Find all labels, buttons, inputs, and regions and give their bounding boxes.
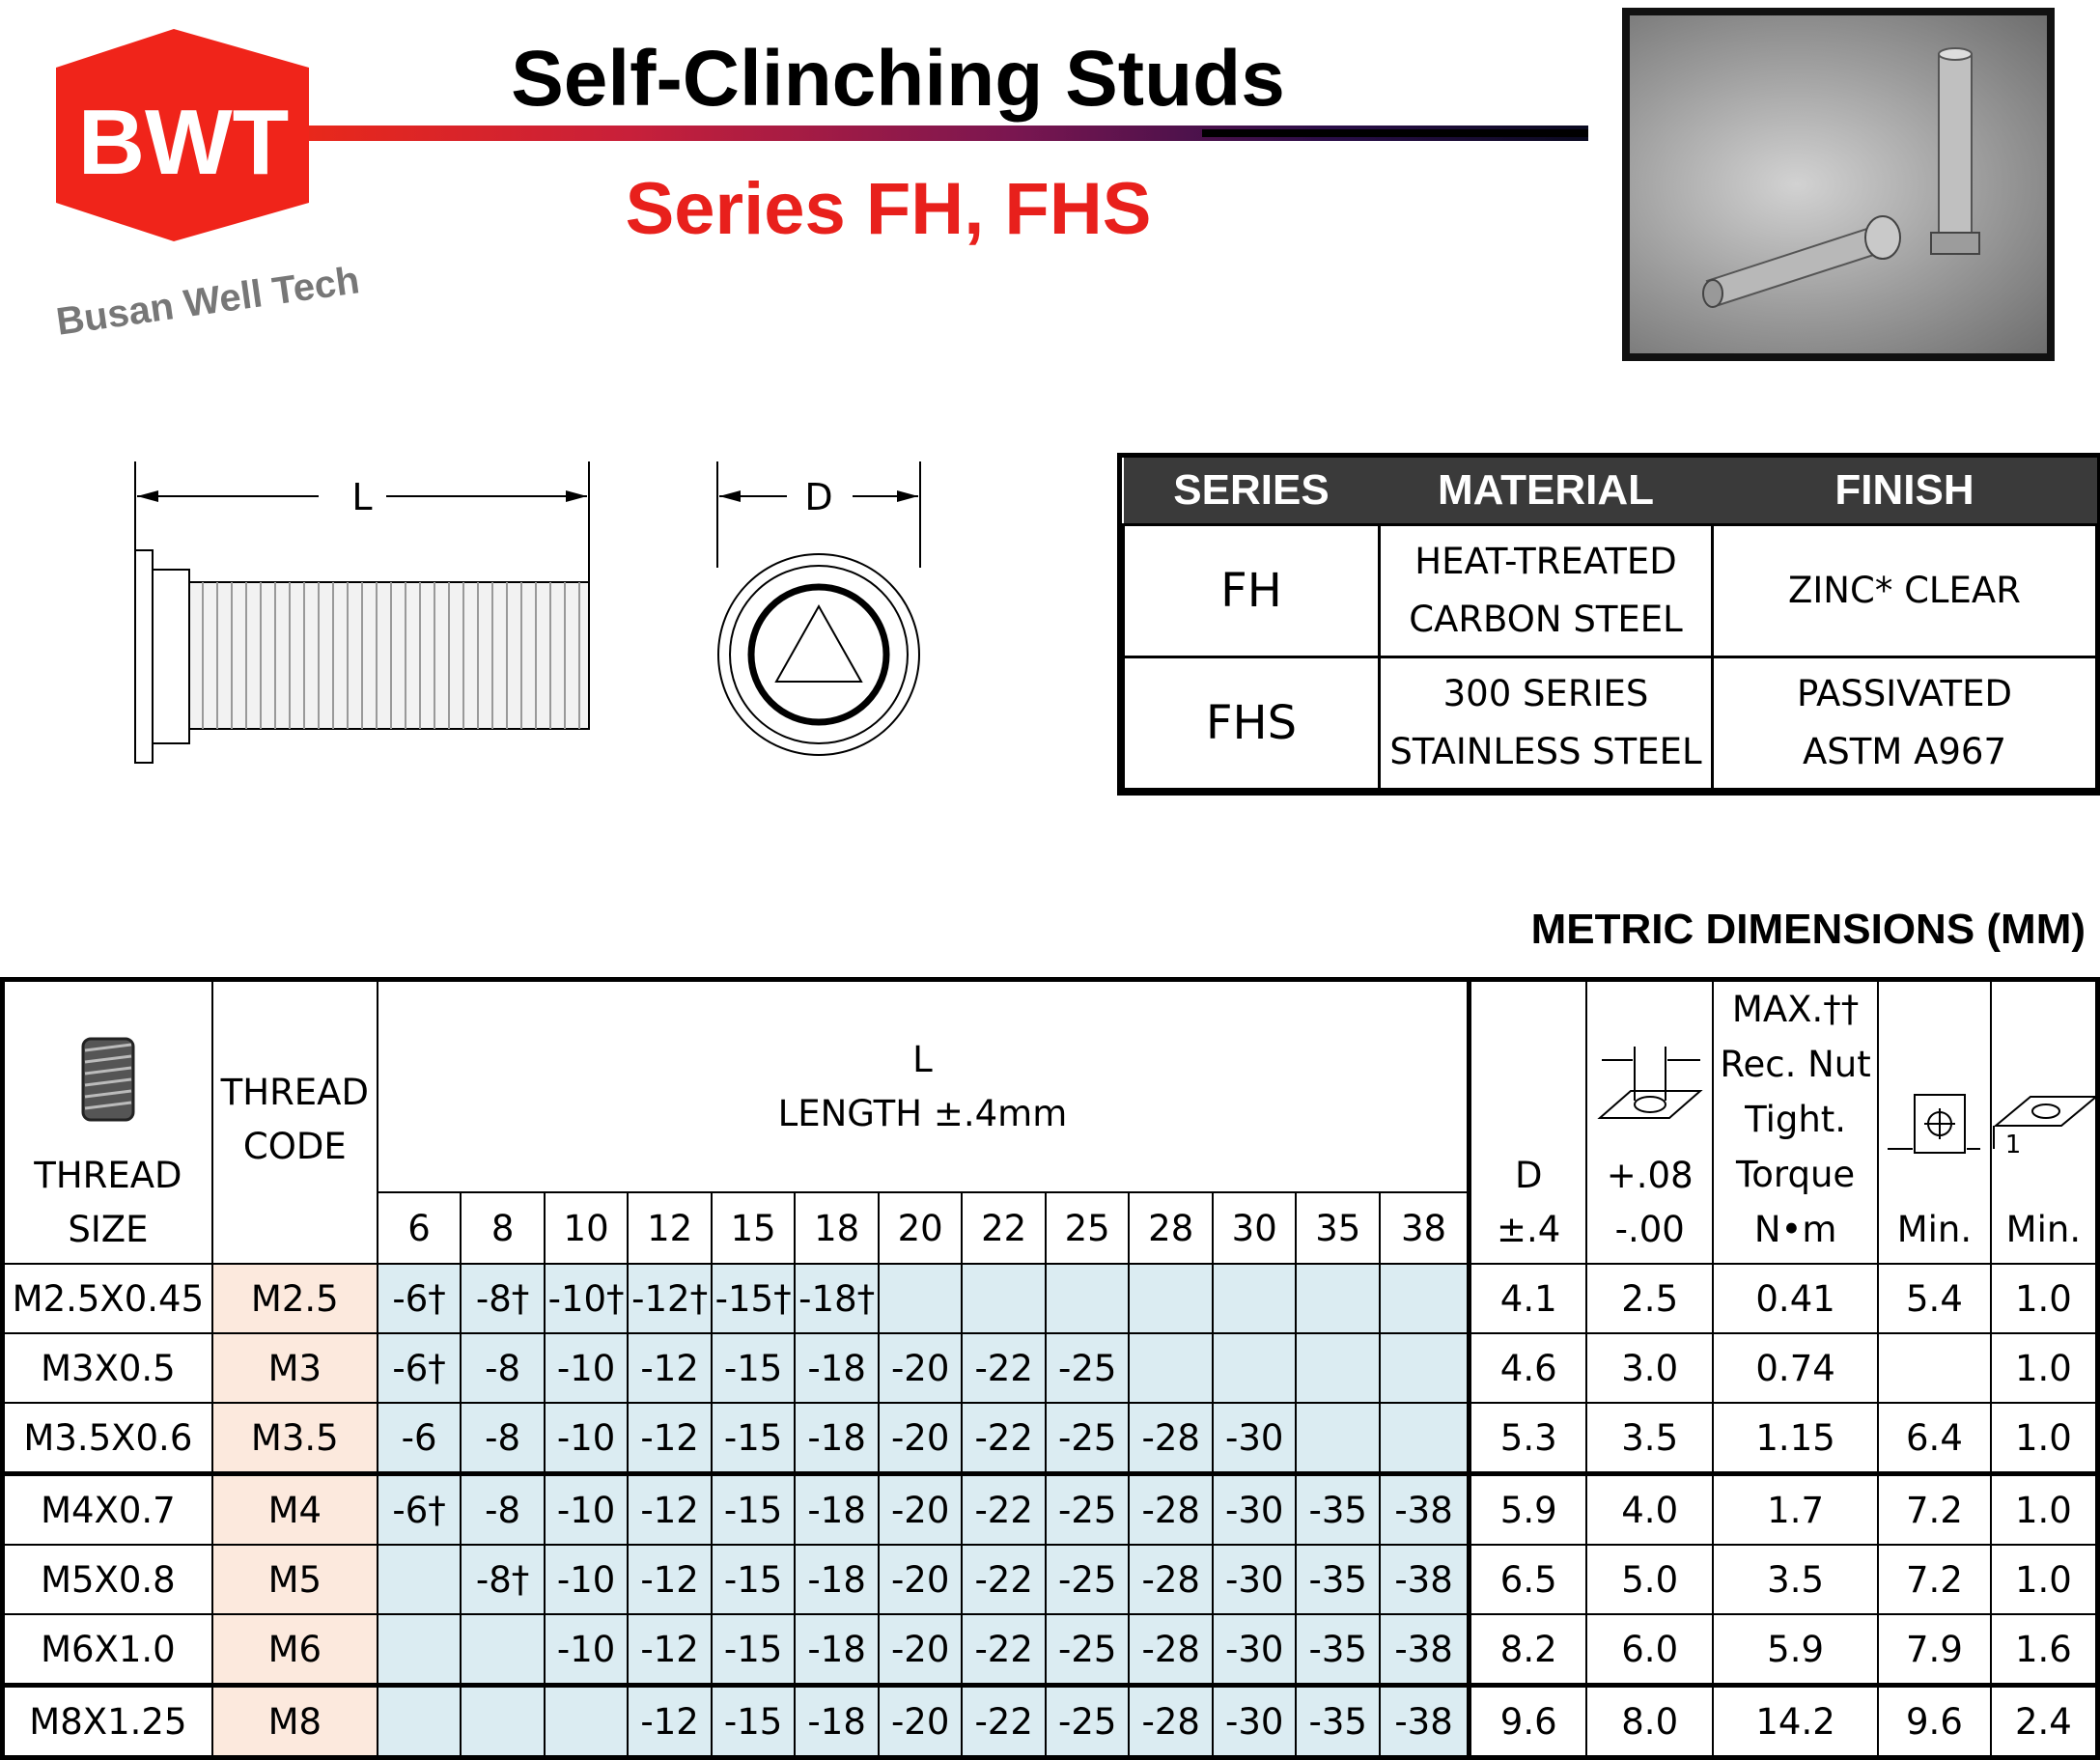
header-thread-size: THREAD SIZE — [3, 980, 212, 1265]
length-header: 25 — [1046, 1192, 1130, 1264]
mounting-hole-icon — [1592, 1041, 1708, 1130]
length-cell: -15 — [712, 1686, 796, 1758]
length-cell: -20 — [879, 1614, 963, 1686]
length-header: 35 — [1296, 1192, 1380, 1264]
length-cell — [1129, 1333, 1213, 1403]
min-centerline-cell: 6.4 — [1878, 1403, 1991, 1474]
length-header: 28 — [1129, 1192, 1213, 1264]
hole-cell: 2.5 — [1586, 1264, 1713, 1333]
d-cell: 5.3 — [1470, 1403, 1587, 1474]
length-cell — [378, 1545, 462, 1614]
length-cell: -6† — [378, 1264, 462, 1333]
length-cell: -12 — [628, 1403, 712, 1474]
thread-size-cell: M2.5X0.45 — [3, 1264, 212, 1333]
logo-company-name: Busan Well Tech — [53, 259, 362, 344]
thread-code-cell: M3 — [212, 1333, 378, 1403]
length-cell — [461, 1686, 545, 1758]
length-dimension-label: L — [351, 476, 373, 518]
thread-size-cell: M8X1.25 — [3, 1686, 212, 1758]
length-cell — [1046, 1264, 1130, 1333]
finish-cell: PASSIVATED ASTM A967 — [1713, 657, 2097, 790]
length-cell: -35 — [1296, 1686, 1380, 1758]
length-cell — [962, 1264, 1046, 1333]
length-cell: -28 — [1129, 1403, 1213, 1474]
length-cell: -12 — [628, 1545, 712, 1614]
length-cell: -25 — [1046, 1545, 1130, 1614]
length-cell — [1296, 1403, 1380, 1474]
d-cell: 6.5 — [1470, 1545, 1587, 1614]
length-cell: -10 — [545, 1403, 629, 1474]
thread-size-cell: M6X1.0 — [3, 1614, 212, 1686]
table-row — [3, 1264, 2098, 1333]
length-cell: -35 — [1296, 1474, 1380, 1546]
length-cell — [1213, 1333, 1297, 1403]
hole-cell: 4.0 — [1586, 1474, 1713, 1546]
thread-code-cell: M6 — [212, 1614, 378, 1686]
length-header: 10 — [545, 1192, 629, 1264]
length-cell: -25 — [1046, 1686, 1130, 1758]
length-cell — [1296, 1264, 1380, 1333]
length-cell: -30 — [1213, 1545, 1297, 1614]
header-length: L LENGTH ±.4mm — [378, 980, 1470, 1193]
length-cell: -18 — [795, 1614, 879, 1686]
hole-cell: 8.0 — [1586, 1686, 1713, 1758]
length-cell: -12 — [628, 1686, 712, 1758]
diameter-dimension-label: D — [804, 476, 833, 518]
product-photo — [1622, 8, 2055, 361]
length-cell: -15 — [712, 1545, 796, 1614]
d-cell: 5.9 — [1470, 1474, 1587, 1546]
table-row — [3, 1333, 2098, 1403]
length-cell: -22 — [962, 1686, 1046, 1758]
table-row — [3, 1545, 2098, 1614]
length-cell: -22 — [962, 1545, 1046, 1614]
hole-cell: 3.5 — [1586, 1403, 1713, 1474]
stud-side-drawing — [126, 461, 599, 770]
length-cell — [1380, 1333, 1470, 1403]
length-cell: -15 — [712, 1403, 796, 1474]
header-mounting-hole: +.08 -.00 — [1586, 980, 1713, 1265]
d-cell: 9.6 — [1470, 1686, 1587, 1758]
length-cell: -30 — [1213, 1474, 1297, 1546]
length-cell: -12 — [628, 1474, 712, 1546]
length-cell: -6† — [378, 1333, 462, 1403]
length-cell: -10 — [545, 1545, 629, 1614]
length-cell: -35 — [1296, 1614, 1380, 1686]
length-cell: -22 — [962, 1333, 1046, 1403]
finish-cell: ZINC* CLEAR — [1713, 525, 2097, 657]
table-row — [3, 1474, 2098, 1546]
thread-code-cell: M5 — [212, 1545, 378, 1614]
length-cell — [378, 1614, 462, 1686]
min-sheet-cell: 2.4 — [1991, 1686, 2098, 1758]
length-cell: -30 — [1213, 1614, 1297, 1686]
material-cell: HEAT-TREATED CARBON STEEL — [1380, 525, 1713, 657]
length-cell — [1380, 1403, 1470, 1474]
length-cell — [1380, 1264, 1470, 1333]
length-cell: -25 — [1046, 1614, 1130, 1686]
length-cell: -22 — [962, 1474, 1046, 1546]
table-row — [3, 1403, 2098, 1474]
length-cell: -6 — [378, 1403, 462, 1474]
length-cell: -8† — [461, 1264, 545, 1333]
torque-cell: 1.15 — [1713, 1403, 1878, 1474]
hole-cell: 6.0 — [1586, 1614, 1713, 1686]
length-header: 12 — [628, 1192, 712, 1264]
min-centerline-cell: 5.4 — [1878, 1264, 1991, 1333]
length-cell: -38 — [1380, 1686, 1470, 1758]
torque-cell: 0.41 — [1713, 1264, 1878, 1333]
title-underline-dark — [1202, 129, 1588, 137]
header-series: SERIES — [1124, 458, 1380, 525]
length-cell — [1213, 1264, 1297, 1333]
length-cell: -20 — [879, 1686, 963, 1758]
min-sheet-cell: 1.0 — [1991, 1264, 2098, 1333]
length-cell: -22 — [962, 1403, 1046, 1474]
torque-cell: 14.2 — [1713, 1686, 1878, 1758]
length-cell — [461, 1614, 545, 1686]
hole-cell: 5.0 — [1586, 1545, 1713, 1614]
length-cell: -6† — [378, 1474, 462, 1546]
thread-size-cell: M3X0.5 — [3, 1333, 212, 1403]
length-cell: -22 — [962, 1614, 1046, 1686]
length-cell: -18 — [795, 1545, 879, 1614]
series-cell: FHS — [1124, 657, 1380, 790]
thread-icon — [79, 1035, 137, 1124]
sheet-thickness-icon-wrap — [1992, 1068, 2095, 1164]
thread-size-cell: M5X0.8 — [3, 1545, 212, 1614]
min-centerline-cell: 7.9 — [1878, 1614, 1991, 1686]
table-row — [3, 1686, 2098, 1758]
min-centerline-cell — [1878, 1333, 1991, 1403]
header-torque: MAX.†† Rec. Nut Tight. Torque N•m — [1713, 980, 1878, 1265]
length-cell: -15† — [712, 1264, 796, 1333]
length-cell: -25 — [1046, 1474, 1130, 1546]
hole-cell: 3.0 — [1586, 1333, 1713, 1403]
d-cell: 4.1 — [1470, 1264, 1587, 1333]
thread-code-cell: M8 — [212, 1686, 378, 1758]
material-finish-table — [1117, 453, 2100, 796]
length-cell: -38 — [1380, 1614, 1470, 1686]
stud-end-view-drawing — [710, 461, 932, 770]
thread-code-cell: M4 — [212, 1474, 378, 1546]
length-cell: -38 — [1380, 1474, 1470, 1546]
length-cell: -20 — [879, 1474, 963, 1546]
sheet-thickness-mark: 1 — [2004, 1131, 2022, 1159]
length-cell — [1129, 1264, 1213, 1333]
length-header: 30 — [1213, 1192, 1297, 1264]
min-sheet-cell: 1.0 — [1991, 1545, 2098, 1614]
d-cell: 4.6 — [1470, 1333, 1587, 1403]
length-cell: -25 — [1046, 1403, 1130, 1474]
length-cell — [545, 1686, 629, 1758]
torque-cell: 0.74 — [1713, 1333, 1878, 1403]
min-sheet-cell: 1.0 — [1991, 1403, 2098, 1474]
length-cell: -28 — [1129, 1545, 1213, 1614]
min-centerline-cell: 7.2 — [1878, 1545, 1991, 1614]
thread-size-cell: M3.5X0.6 — [3, 1403, 212, 1474]
torque-cell: 3.5 — [1713, 1545, 1878, 1614]
material-cell: 300 SERIES STAINLESS STEEL — [1380, 657, 1713, 790]
min-sheet-cell: 1.6 — [1991, 1614, 2098, 1686]
company-logo — [48, 24, 367, 344]
table-row — [3, 1614, 2098, 1686]
thread-code-cell: M2.5 — [212, 1264, 378, 1333]
length-cell — [378, 1686, 462, 1758]
header-min-sheet: 1 Min. — [1991, 980, 2098, 1265]
length-cell: -12 — [628, 1614, 712, 1686]
page-title: Self-Clinching Studs — [511, 35, 1285, 123]
length-cell: -28 — [1129, 1474, 1213, 1546]
length-cell: -15 — [712, 1474, 796, 1546]
length-cell: -18 — [795, 1686, 879, 1758]
length-header: 15 — [712, 1192, 796, 1264]
min-sheet-cell: 1.0 — [1991, 1474, 2098, 1546]
length-header: 20 — [879, 1192, 963, 1264]
d-cell: 8.2 — [1470, 1614, 1587, 1686]
length-cell: -8† — [461, 1545, 545, 1614]
torque-cell: 5.9 — [1713, 1614, 1878, 1686]
length-cell: -20 — [879, 1545, 963, 1614]
centerline-to-edge-icon — [1886, 1076, 1982, 1164]
stud-photo-lying — [1703, 216, 1900, 307]
length-cell: -12 — [628, 1333, 712, 1403]
length-cell: -12† — [628, 1264, 712, 1333]
length-cell: -18 — [795, 1333, 879, 1403]
length-header: 8 — [461, 1192, 545, 1264]
min-centerline-cell: 7.2 — [1878, 1474, 1991, 1546]
length-cell — [879, 1264, 963, 1333]
length-cell: -35 — [1296, 1545, 1380, 1614]
length-cell: -10 — [545, 1614, 629, 1686]
min-centerline-cell: 9.6 — [1878, 1686, 1991, 1758]
length-cell: -20 — [879, 1403, 963, 1474]
min-sheet-cell: 1.0 — [1991, 1333, 2098, 1403]
length-cell: -20 — [879, 1333, 963, 1403]
torque-cell: 1.7 — [1713, 1474, 1878, 1546]
length-header: 38 — [1380, 1192, 1470, 1264]
length-cell: -28 — [1129, 1614, 1213, 1686]
length-cell: -15 — [712, 1333, 796, 1403]
length-cell: -18 — [795, 1403, 879, 1474]
length-header: 6 — [378, 1192, 462, 1264]
length-header: 22 — [962, 1192, 1046, 1264]
thread-size-cell: M4X0.7 — [3, 1474, 212, 1546]
length-cell: -38 — [1380, 1545, 1470, 1614]
page-subtitle: Series FH, FHS — [625, 168, 1152, 250]
length-cell: -10† — [545, 1264, 629, 1333]
stud-photo-standing — [1931, 48, 1979, 254]
header-d: D ±.4 — [1470, 980, 1587, 1265]
length-cell: -15 — [712, 1614, 796, 1686]
length-cell: -8 — [461, 1403, 545, 1474]
length-cell: -8 — [461, 1474, 545, 1546]
header-finish: FINISH — [1713, 458, 2097, 525]
header-material: MATERIAL — [1380, 458, 1713, 525]
header-thread-code: THREAD CODE — [212, 980, 378, 1265]
length-cell: -10 — [545, 1474, 629, 1546]
length-cell: -30 — [1213, 1403, 1297, 1474]
length-cell: -18† — [795, 1264, 879, 1333]
length-cell: -30 — [1213, 1686, 1297, 1758]
metric-dimensions-heading: METRIC DIMENSIONS (MM) — [1530, 906, 2086, 953]
length-cell — [1296, 1333, 1380, 1403]
series-cell: FH — [1124, 525, 1380, 657]
thread-code-cell: M3.5 — [212, 1403, 378, 1474]
length-cell: -10 — [545, 1333, 629, 1403]
length-cell: -18 — [795, 1474, 879, 1546]
length-cell: -8 — [461, 1333, 545, 1403]
length-cell: -28 — [1129, 1686, 1213, 1758]
dimensions-table — [0, 977, 2100, 1749]
length-header: 18 — [795, 1192, 879, 1264]
header-min-centerline: Min. — [1878, 980, 1991, 1265]
logo-text: BWT — [77, 91, 290, 194]
length-cell: -25 — [1046, 1333, 1130, 1403]
